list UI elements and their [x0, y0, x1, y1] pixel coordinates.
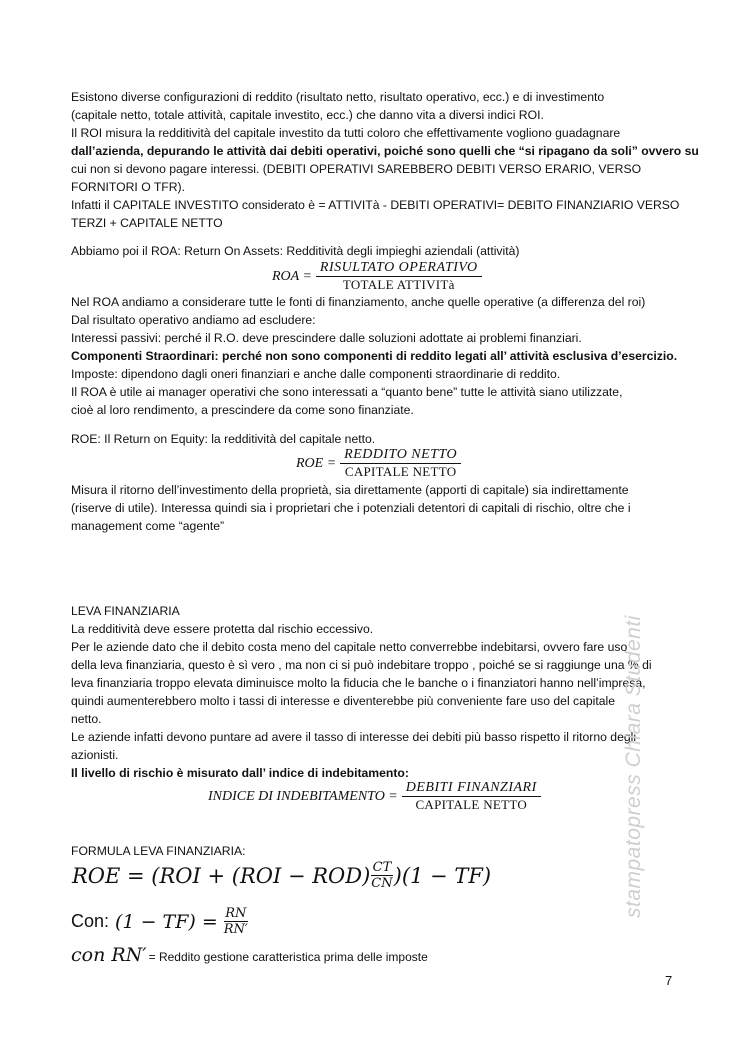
- formula-left-part: ROE = (ROI + (ROI − ROD): [72, 863, 371, 888]
- formula-lhs: INDICE DI INDEBITAMENTO =: [208, 788, 398, 804]
- con-formula: [71, 906, 248, 937]
- formula-lhs: ROE =: [296, 455, 337, 471]
- formula-numerator: RN: [225, 906, 247, 921]
- rn-definition: [71, 944, 428, 966]
- formula-lhs: (1 − TF) =: [115, 910, 218, 933]
- formula-denominator: TOTALE ATTIVITà: [342, 277, 455, 292]
- text-line: management come “agente”: [71, 519, 225, 533]
- text-line: La redditività deve essere protetta dal rischio eccessivo.: [71, 622, 374, 636]
- section-title: LEVA FINANZIARIA: [71, 604, 180, 618]
- formula-lhs: ROA =: [272, 268, 312, 284]
- con-label: Con:: [71, 911, 110, 931]
- roe-formula: [296, 447, 461, 480]
- watermark: stampatopress Chiara Studenti: [622, 615, 645, 918]
- formula-right-part: )(1 − TF): [393, 863, 492, 888]
- text-line: FORNITORI O TFR).: [71, 180, 185, 194]
- text-line: Il ROI misura la redditività del capitale investito da tutti coloro che effettivamente vogliono guadagnare: [71, 126, 621, 140]
- indice-formula: [208, 780, 541, 813]
- text-line: Componenti Straordinari: perché non sono componenti di reddito legati all’ attività esclusiva d’esercizio.: [71, 349, 678, 363]
- page-number: 7: [665, 973, 673, 988]
- text-line: quindi aumenterebbero molto i tassi di interesse e diventerebbe più conveniente fare uso del capitale: [71, 694, 616, 708]
- formula-denominator: CAPITALE NETTO: [415, 797, 528, 812]
- leva-formula: [72, 860, 491, 891]
- text-line: dall’azienda, depurando le attività dai debiti operativi, poiché sono quelli che “si ripagano da soli” ovvero su: [71, 144, 699, 158]
- rn-text: = Reddito gestione caratteristica prima delle imposte: [148, 950, 428, 964]
- text-line: cioè al loro rendimento, a prescindere da come sono finanziate.: [71, 403, 414, 417]
- text-line: Imposte: dipendono dagli oneri finanziari e anche dalle componenti straordinarie di reddito.: [71, 367, 561, 381]
- text-line: Esistono diverse configurazioni di reddito (risultato netto, risultato operativo, ecc.) e di investimento: [71, 90, 605, 104]
- text-line: Il ROA è utile ai manager operativi che sono interessati a “quanto bene” tutte le attività siano utilizzate,: [71, 385, 623, 399]
- text-line: Dal risultato operativo andiamo ad escludere:: [71, 313, 316, 327]
- roa-formula: [272, 260, 482, 293]
- formula-numerator: REDDITO NETTO: [344, 447, 458, 462]
- text-line: Nel ROA andiamo a considerare tutte le fonti di finanziamento, anche quelle operative (a differenza del roi): [71, 295, 646, 309]
- roe-intro: ROE: Il Return on Equity: la redditività del capitale netto.: [71, 432, 376, 446]
- text-line: azionisti.: [71, 748, 119, 762]
- roa-intro: Abbiamo poi il ROA: Return On Assets: Redditività degli impieghi aziendali (attività): [71, 244, 520, 258]
- text-line: cui non si devono pagare interessi. (DEBITI OPERATIVI SAREBBERO DEBITI VERSO ERARIO, VERSO: [71, 162, 642, 176]
- formula-denominator: CN: [371, 876, 393, 891]
- formula-numerator: CT: [372, 860, 392, 875]
- text-line: della leva finanziaria, questo è sì vero , ma non ci si può indebitare troppo , poiché se si raggiunge una % di: [71, 658, 652, 672]
- formula-denominator: CAPITALE NETTO: [344, 464, 457, 479]
- text-line: Le aziende infatti devono puntare ad avere il tasso di interesse dei debiti più basso rispetto il ritorno degli: [71, 730, 637, 744]
- text-line: (riserve di utile). Interessa quindi sia i proprietari che i potenziali detentori di capitali di rischio, oltre che i: [71, 501, 631, 515]
- formula-denominator: RN′: [223, 922, 248, 937]
- formula-numerator: DEBITI FINANZIARI: [405, 780, 537, 795]
- text-line: Il livello di rischio è misurato dall’ indice di indebitamento:: [71, 766, 409, 780]
- text-line: Per le aziende dato che il debito costa meno del capitale netto converrebbe indebitarsi, ovvero fare uso: [71, 640, 628, 654]
- text-line: TERZI + CAPITALE NETTO: [71, 216, 223, 230]
- formula-numerator: RISULTATO OPERATIVO: [319, 260, 478, 275]
- text-line: (capitale netto, totale attività, capitale investito, ecc.) che danno vita a diversi indici ROI.: [71, 108, 544, 122]
- formula-title: FORMULA LEVA FINANZIARIA:: [71, 844, 246, 858]
- text-line: netto.: [71, 712, 102, 726]
- rn-math: con RN′: [71, 944, 147, 966]
- text-line: Interessi passivi: perché il R.O. deve prescindere dalle soluzioni adottate ai problemi finanziari.: [71, 331, 582, 345]
- text-line: Misura il ritorno dell’investimento della proprietà, sia direttamente (apporti di capitale) sia indirettamente: [71, 483, 629, 497]
- text-line: leva finanziaria troppo elevata diminuisce molto la fiducia che le banche o i finanziatori hanno nell’impresa,: [71, 676, 646, 690]
- text-line: Infatti il CAPITALE INVESTITO considerato è = ATTIVITà - DEBITI OPERATIVI= DEBITO FINANZIARIO VERSO: [71, 198, 680, 212]
